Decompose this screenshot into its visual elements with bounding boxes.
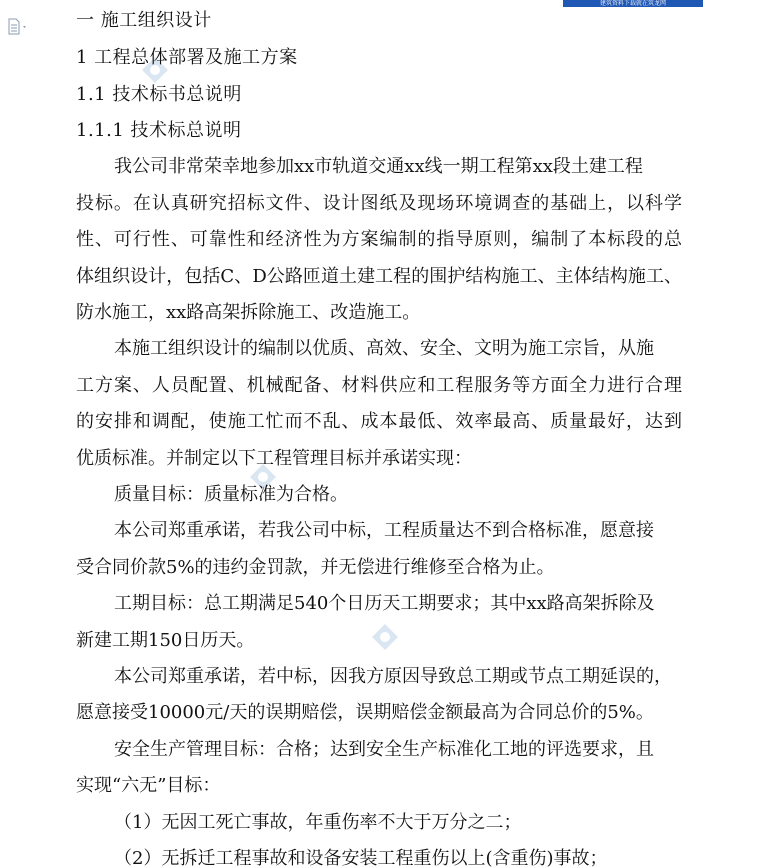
document-icon[interactable] bbox=[6, 18, 30, 36]
paragraph-line: 安全生产管理目标：合格；达到安全生产标准化工地的评选要求，且 bbox=[114, 739, 654, 760]
heading-level-4: 1.1.1 技术标总说明 bbox=[76, 120, 242, 141]
watermark-banner: 建筑资料下载就在筑龙网 bbox=[563, 0, 703, 7]
quality-goal: 质量目标：质量标准为合格。 bbox=[114, 484, 348, 505]
paragraph-line: 体组织设计，包括C、D公路匝道土建工程的围护结构施工、主体结构施工、 bbox=[76, 266, 682, 287]
paragraph-line: 本施工组织设计的编制以优质、高效、安全、文明为施工宗旨，从施 bbox=[114, 338, 654, 359]
paragraph-line: 的安排和调配，使施工忙而不乱、成本最低、效率最高、质量最好，达到 bbox=[76, 411, 682, 432]
paragraph-line: 实现“六无”目标： bbox=[76, 775, 221, 796]
heading-level-2: 1 工程总体部署及施工方案 bbox=[76, 47, 298, 68]
paragraph-line: 防水施工，xx路高架拆除施工、改造施工。 bbox=[76, 302, 421, 323]
paragraph-line: 性、可行性、可靠性和经济性为方案编制的指导原则，编制了本标段的总 bbox=[76, 229, 682, 250]
paragraph-line: 本公司郑重承诺，若中标，因我方原因导致总工期或节点工期延误的， bbox=[114, 666, 672, 687]
paragraph-line: 工期目标：总工期满足540个日历天工期要求；其中xx路高架拆除及 bbox=[114, 593, 655, 614]
paragraph-line: 新建工期150日历天。 bbox=[76, 630, 255, 651]
heading-level-3: 1.1 技术标书总说明 bbox=[76, 84, 242, 105]
paragraph-line: 受合同价款5%的违约金罚款，并无偿进行维修至合格为止。 bbox=[76, 557, 555, 578]
list-item: （2）无拆迁工程事故和设备安装工程重伤以上(含重伤)事故； bbox=[114, 848, 608, 868]
paragraph-line: 投标。在认真研究招标文件、设计图纸及现场环境调查的基础上，以科学 bbox=[76, 193, 682, 214]
paragraph-line: 优质标准。并制定以下工程管理目标并承诺实现： bbox=[76, 448, 472, 469]
paragraph-line: 我公司非常荣幸地参加xx市轨道交通xx线一期工程第xx段土建工程 bbox=[114, 156, 643, 177]
paragraph-line: 本公司郑重承诺，若我公司中标，工程质量达不到合格标准，愿意接 bbox=[114, 520, 654, 541]
chevron-down-icon[interactable] bbox=[23, 26, 26, 28]
paragraph-line: 愿意接受10000元/天的误期赔偿，误期赔偿金额最高为合同总价的5%。 bbox=[76, 702, 654, 723]
heading-level-1: 一 施工组织设计 bbox=[76, 10, 212, 31]
list-item: （1）无因工死亡事故，年重伤率不大于万分之二； bbox=[114, 812, 522, 833]
paragraph-line: 工方案、人员配置、机械配备、材料供应和工程服务等方面全力进行合理 bbox=[76, 375, 682, 396]
watermark-logo-icon bbox=[370, 622, 400, 652]
